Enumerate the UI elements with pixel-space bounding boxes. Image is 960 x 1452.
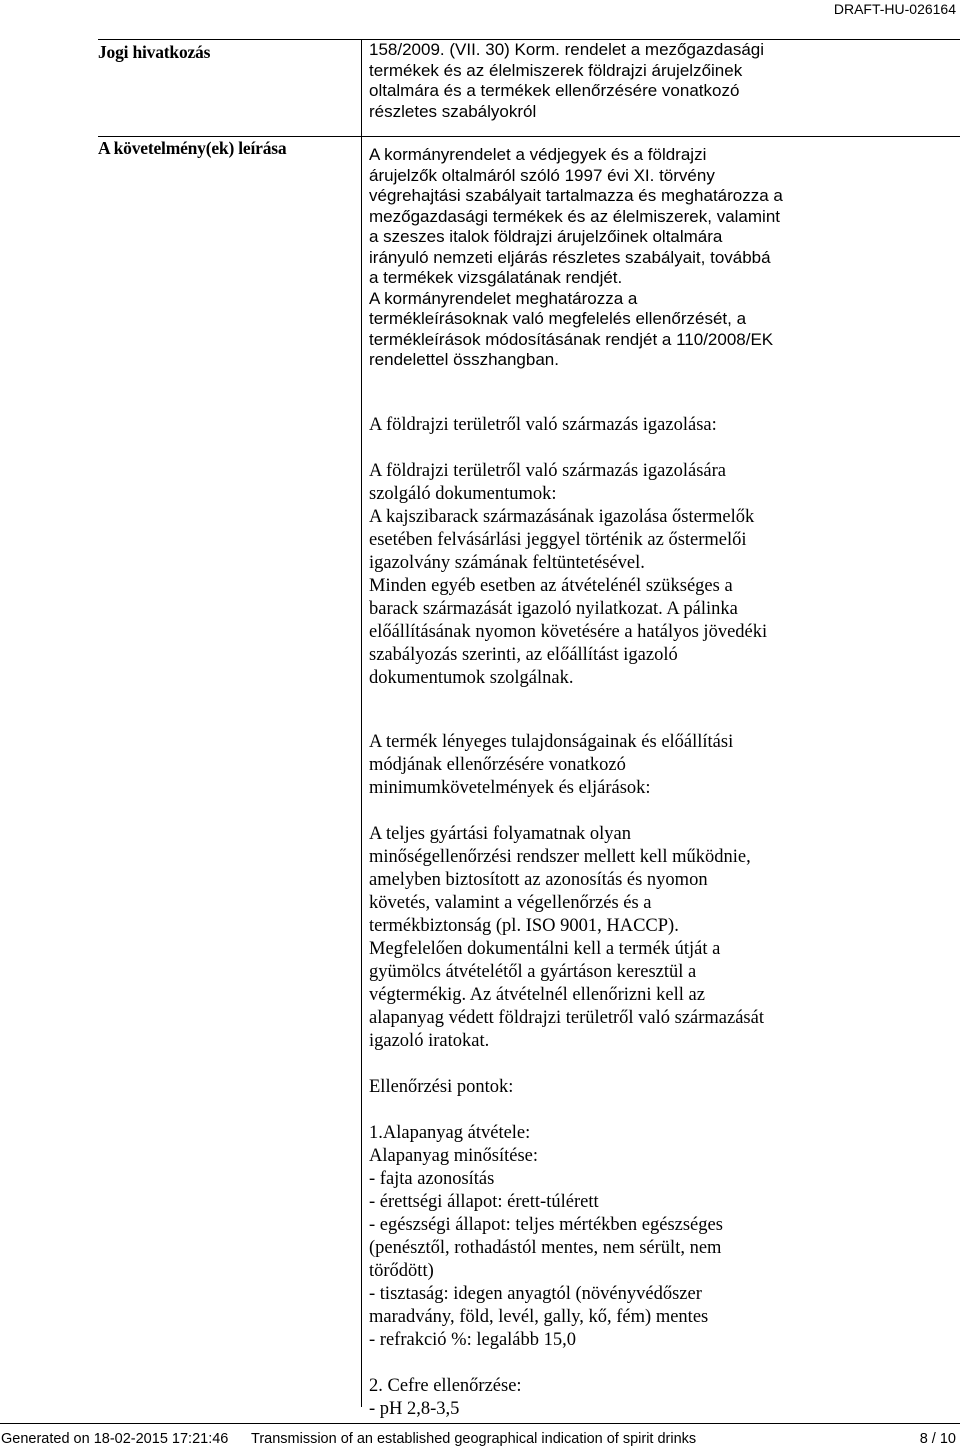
checkpoint-line: - fajta azonosítás xyxy=(369,1169,495,1189)
checkpoints-heading: Ellenőrzési pontok: xyxy=(369,1077,514,1097)
text-line: végrehajtási szabályait tartalmazza és meghatározza a xyxy=(369,186,783,205)
checkpoint-line: - tisztaság: idegen anyagtól (növényvédőszer xyxy=(369,1284,702,1304)
text-line: irányuló nemzeti eljárás részletes szabályait, továbbá xyxy=(369,247,771,267)
checkpoint-line: - érettségi állapot: érett-túlérett xyxy=(369,1192,599,1212)
text-line: követés, valamint a végellenőrzés és a xyxy=(369,893,652,913)
text-line: a szeszes italok földrajzi árujelzőinek oltalmára xyxy=(369,227,723,246)
text-line: alapanyag védett földrajzi területről való származását xyxy=(369,1008,764,1028)
text-line: a termékek vizsgálatának rendjét. xyxy=(369,268,623,287)
text-line: mezőgazdasági termékek és az élelmiszerek, valamint xyxy=(369,206,781,226)
text-line: barack származását igazoló nyilatkozat. A pálinka xyxy=(369,599,738,619)
checkpoint-line: - pH 2,8-3,5 xyxy=(369,1399,460,1419)
text-line: részletes szabályokról xyxy=(369,101,537,121)
text-line: szabályozás szerinti, az előállítást igazoló xyxy=(369,645,678,665)
text-line: rendelettel összhangban. xyxy=(369,350,559,369)
text-line: előállításának nyomon követésére a hatályos jövedéki xyxy=(369,622,768,642)
legal-reference-label: Jogi hivatkozás xyxy=(98,41,211,63)
origin-section xyxy=(369,414,869,690)
text-line: A kormányrendelet a védjegyek és a földrajzi xyxy=(369,145,707,164)
text-line: amelyben biztosított az azonosítás és nyomon xyxy=(369,870,708,890)
footer-generated: Generated on 18-02-2015 17:21:46 xyxy=(1,1431,229,1447)
legal-reference-text xyxy=(369,40,869,122)
section-heading: A termék lényeges tulajdonságainak és előállítási xyxy=(369,732,734,752)
text-line: termékleírások módosításának rendjét a 110/2008/EK xyxy=(369,329,774,349)
text-line: A kajszibarack származásának igazolása őstermelők xyxy=(369,507,755,527)
text-line: 158/2009. (VII. 30) Korm. rendelet a mezőgazdasági xyxy=(369,40,765,59)
text-line: A teljes gyártási folyamatnak olyan xyxy=(369,824,632,844)
column-divider xyxy=(361,39,362,1407)
section-heading: A földrajzi területről való származás igazolása: xyxy=(369,415,717,435)
page-footer xyxy=(0,1423,960,1452)
text-line: termékleírásoknak való megfelelés ellenőrzését, a xyxy=(369,309,747,328)
checkpoint-line: maradvány, föld, levél, gally, kő, fém) mentes xyxy=(369,1307,709,1327)
text-line: dokumentumok szolgálnak. xyxy=(369,668,574,688)
text-line: minőségellenőrzési rendszer mellett kell működnie, xyxy=(369,847,751,867)
requirements-label: A követelmény(ek) leírása xyxy=(98,138,287,158)
text-line: gyümölcs átvételétől a gyártáson keresztül a xyxy=(369,962,697,982)
requirements-intro xyxy=(369,145,869,371)
checkpoint-line: - egészségi állapot: teljes mértékben egészséges xyxy=(369,1215,723,1235)
text-line: Minden egyéb esetben az átvételénél szükséges a xyxy=(369,576,733,596)
text-line: árujelzők oltalmáról szóló 1997 évi XI. törvény xyxy=(369,165,715,185)
text-line: A kormányrendelet meghatározza a xyxy=(369,288,638,308)
text-line: végtermékig. Az átvételnél ellenőrizni kell az xyxy=(369,985,705,1005)
checkpoint-line: - refrakció %: legalább 15,0 xyxy=(369,1330,577,1350)
section-heading: minimumkövetelmények és eljárások: xyxy=(369,778,651,798)
text-line: szolgáló dokumentumok: xyxy=(369,484,557,504)
text-line: igazoló iratokat. xyxy=(369,1031,490,1051)
checkpoint-line: 2. Cefre ellenőrzése: xyxy=(369,1376,522,1396)
section-heading: módjának ellenőrzésére vonatkozó xyxy=(369,755,626,775)
checkpoint-line: 1.Alapanyag átvétele: xyxy=(369,1123,531,1143)
text-line: igazolvány számának feltüntetésével. xyxy=(369,553,645,573)
text-line: termékek és az élelmiszerek földrajzi árujelzőinek xyxy=(369,60,743,80)
checkpoint-line: Alapanyag minősítése: xyxy=(369,1146,539,1166)
checkpoint-line: (penésztől, rothadástól mentes, nem sérült, nem xyxy=(369,1238,722,1258)
control-section xyxy=(369,731,869,1421)
text-line: termékbiztonság (pl. ISO 9001, HACCP). xyxy=(369,916,679,936)
document-id: DRAFT-HU-026164 xyxy=(833,1,956,17)
text-line: esetében felvásárlási jeggyel történik az őstermelői xyxy=(369,530,747,550)
text-line: Megfelelően dokumentálni kell a termék útját a xyxy=(369,939,721,959)
footer-title: Transmission of an established geographical indication of spirit drinks xyxy=(251,1431,697,1447)
footer-page-number: 8 / 10 xyxy=(919,1431,956,1447)
checkpoint-line: törődött) xyxy=(369,1261,434,1281)
text-line: oltalmára és a termékek ellenőrzésére vonatkozó xyxy=(369,81,740,100)
text-line: A földrajzi területről való származás igazolására xyxy=(369,461,726,481)
